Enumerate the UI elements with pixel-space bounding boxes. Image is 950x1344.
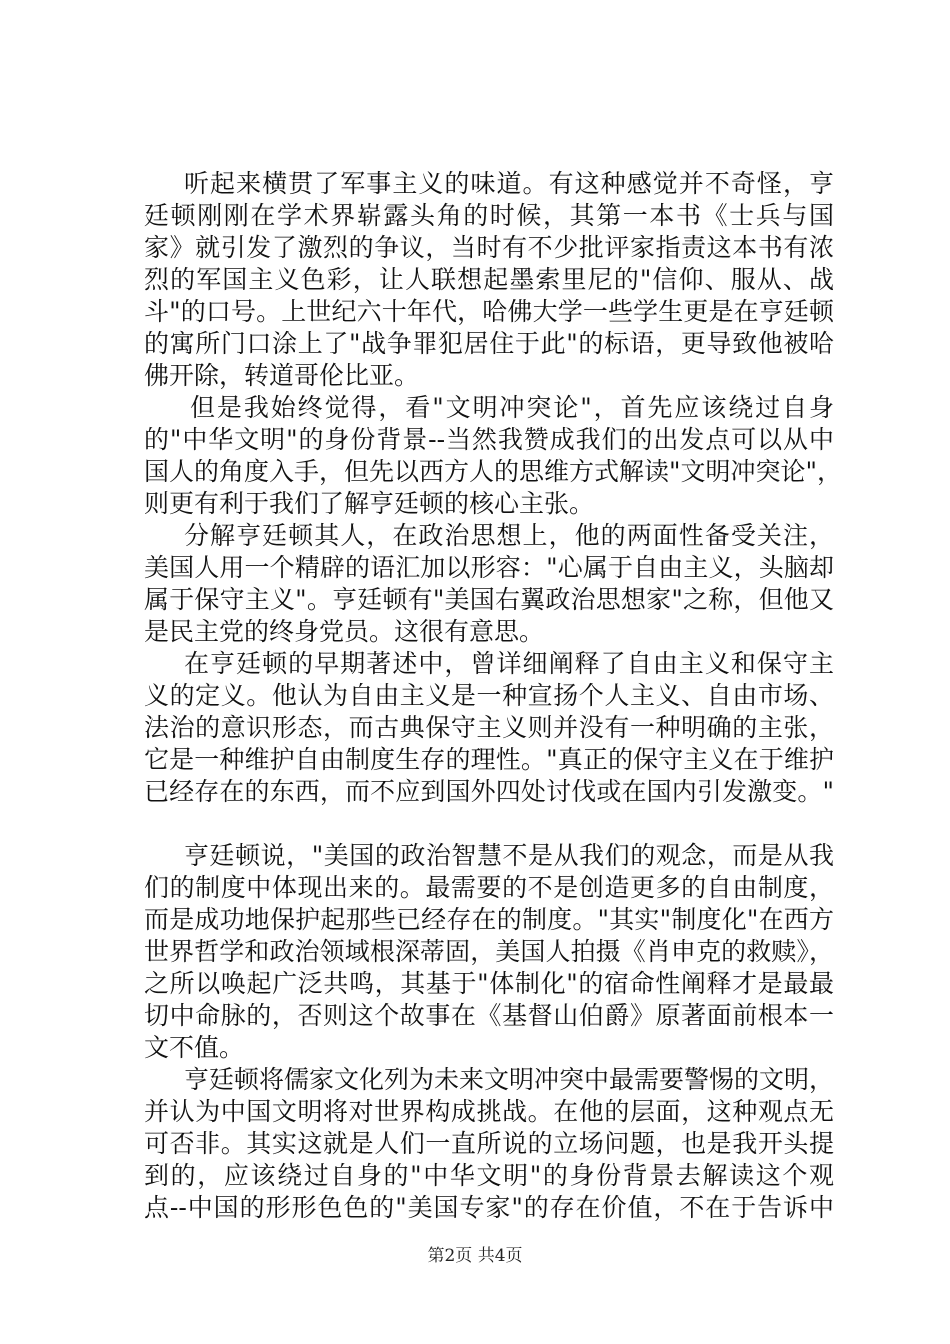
text-line: 属于保守主义"。亨廷顿有"美国右翼政治思想家"之称，但他又 <box>144 585 834 614</box>
text-line: 切中命脉的，否则这个故事在《基督山伯爵》原著面前根本一 <box>144 1001 834 1030</box>
text-line: 已经存在的东西，而不应到国外四处讨伐或在国内引发激变。" <box>144 777 834 806</box>
text-line: 则更有利于我们了解亨廷顿的核心主张。 <box>144 489 595 518</box>
text-line: 到的，应该绕过自身的"中华文明"的身份背景去解读这个观 <box>144 1161 834 1190</box>
text-line: 而是成功地保护起那些已经存在的制度。"其实"制度化"在西方 <box>144 905 834 934</box>
text-line: 佛开除，转道哥伦比亚。 <box>144 361 420 390</box>
text-line: 之所以唤起广泛共鸣，其基于"体制化"的宿命性阐释才是最最 <box>144 969 834 998</box>
text-line: 烈的军国主义色彩，让人联想起墨索里尼的"信仰、服从、战 <box>144 265 834 294</box>
text-line: 法治的意识形态，而古典保守主义则并没有一种明确的主张， <box>144 713 834 742</box>
text-line: 在亨廷顿的早期著述中，曾详细阐释了自由主义和保守主 <box>184 649 834 678</box>
text-line: 并认为中国文明将对世界构成挑战。在他的层面，这种观点无 <box>144 1097 834 1126</box>
text-line: 是民主党的终身党员。这很有意思。 <box>144 617 545 646</box>
text-line: 可否非。其实这就是人们一直所说的立场问题，也是我开头提 <box>144 1129 834 1158</box>
paragraph-6 <box>144 1064 834 1224</box>
text-line: 廷顿刚刚在学术界崭露头角的时候，其第一本书《士兵与国 <box>144 201 834 230</box>
text-line: 听起来横贯了军事主义的味道。有这种感觉并不奇怪，亨 <box>184 169 834 198</box>
text-line: 分解亨廷顿其人，在政治思想上，他的两面性备受关注， <box>184 521 834 550</box>
text-line: 但是我始终觉得，看"文明冲突论"，首先应该绕过自身 <box>190 393 834 422</box>
text-line: 家》就引发了激烈的争议，当时有不少批评家指责这本书有浓 <box>144 233 834 262</box>
text-line: 的寓所门口涂上了"战争罪犯居住于此"的标语，更导致他被哈 <box>144 329 834 358</box>
text-line: 它是一种维护自由制度生存的理性。"真正的保守主义在于维护 <box>144 745 834 774</box>
text-line: 美国人用一个精辟的语汇加以形容："心属于自由主义，头脑却 <box>144 553 834 582</box>
text-line: 点--中国的形形色色的"美国专家"的存在价值，不在于告诉中 <box>144 1193 834 1222</box>
paragraph-5 <box>144 840 834 1064</box>
body-text <box>144 168 843 1224</box>
text-line: 的"中华文明"的身份背景--当然我赞成我们的出发点可以从中 <box>144 425 834 454</box>
paragraph-gap <box>144 808 834 840</box>
paragraph-1 <box>144 168 834 392</box>
text-line: 亨廷顿说，"美国的政治智慧不是从我们的观念，而是从我 <box>184 841 834 870</box>
paragraph-4 <box>144 648 834 808</box>
page-footer: 第2页 共4页 <box>427 1246 523 1266</box>
text-line: 世界哲学和政治领域根深蒂固，美国人拍摄《肖申克的救赎》， <box>144 937 834 966</box>
paragraph-3 <box>144 520 834 648</box>
text-line: 斗"的口号。上世纪六十年代，哈佛大学一些学生更是在亨廷顿 <box>144 297 834 326</box>
text-line: 们的制度中体现出来的。最需要的不是创造更多的自由制度， <box>144 873 834 902</box>
text-line: 亨廷顿将儒家文化列为未来文明冲突中最需要警惕的文明， <box>184 1065 835 1094</box>
paragraph-2 <box>144 392 843 520</box>
text-line: 义的定义。他认为自由主义是一种宣扬个人主义、自由市场、 <box>144 681 834 710</box>
text-line: 文不值。 <box>144 1033 245 1062</box>
text-line: 国人的角度入手，但先以西方人的思维方式解读"文明冲突论"， <box>144 457 843 486</box>
